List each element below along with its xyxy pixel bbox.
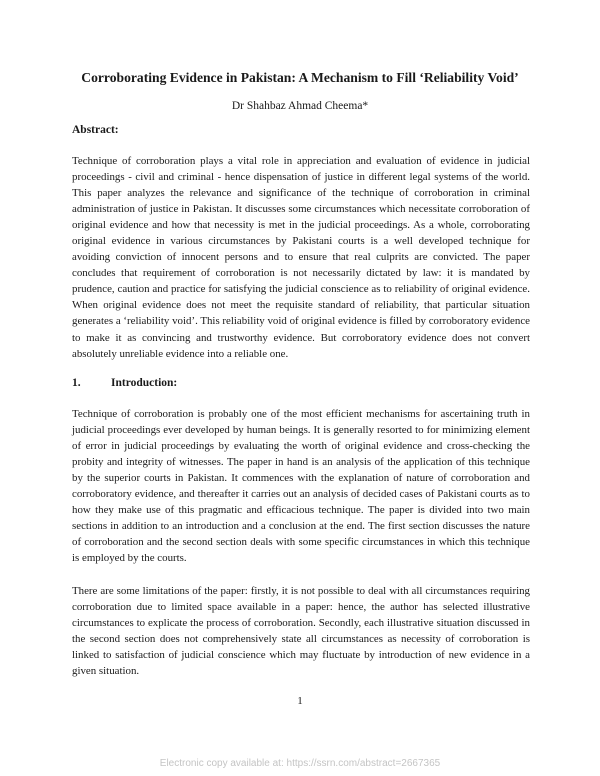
abstract-text: Technique of corroboration plays a vital role in appreciation and evaluation of evidence in judicial proceedings - civil and criminal - hence dispensation of justice in different legal systems of the world. This paper analyzes the relevance and significance of the technique of corroboration in criminal administration of justice in Pakistan. It discusses some circumstances which necessitate corroboration of original evidence and how that necessity is met in the judicial proceedings. As a whole, corroborating original evidence in various circumstances by Pakistani courts is a well developed technique for avoiding conviction of innocent persons and to ensure that real culprits are convicted. The paper concludes that requirement of corroboration is not necessarily dictated by law: it is mandated by prudence, caution and practice for satisfying the judicial conscience as to reliability of original evidence. When original evidence does not meet the requisite standard of reliability, that particular situation generates a ‘reliability void’. This reliability void of original evidence is filled by corroboratory evidence to make it as convincing and trustworthy evidence. But corroboratory evidence does not convert absolutely unreliable evidence into a reliable one. bbox=[72, 155, 530, 360]
introduction-paragraph-1: Technique of corroboration is probably one of the most efficient mechanisms for ascertaining truth in judicial proceedings ever developed by human beings. It is generally resorted to for minimizing element of error in judicial proceedings by evaluating the worth of original evidence and cross-checking the probity and integrity of witnesses. The paper in hand is an analysis of the application of this technique by the superior courts in Pakistan. It commences with the explanation of nature of corroboration and corroboratory evidence, and thereafter it carries out an analysis of decided cases of Pakistani courts as to how they make use of this pragmatic and efficacious technique. The paper is divided into two main sections in addition to an introduction and a conclusion at the end. The first section discusses the nature of corroboration and the second section deals with some specific circumstances in which this technique is employed by the courts. bbox=[72, 408, 530, 565]
paper-title: Corroborating Evidence in Pakistan: A Mechanism to Fill ‘Reliability Void’ bbox=[81, 70, 519, 85]
introduction-heading bbox=[72, 377, 177, 389]
section-number: 1. bbox=[72, 377, 81, 389]
section-title: Introduction: bbox=[111, 377, 178, 389]
abstract-heading: Abstract: bbox=[72, 124, 119, 136]
footer-ssrn-link[interactable]: Electronic copy available at: https://ssrn.com/abstract=2667365 bbox=[159, 758, 441, 769]
page-number: 1 bbox=[297, 695, 303, 707]
introduction-paragraph-2: There are some limitations of the paper: firstly, it is not possible to deal with all circumstances requiring corroboration due to limited space available in a paper: hence, the author has selected illustrative circumstances to explicate the process of corroboration. Secondly, each illustrative situation discussed in the second section does not comprehensively state all circumstances as necessity of corroboration is linked to satisfaction of judicial conscience which may fluctuate by introduction of new evidence in a given situation. bbox=[72, 585, 530, 678]
author-name: Dr Shahbaz Ahmad Cheema* bbox=[231, 100, 369, 112]
